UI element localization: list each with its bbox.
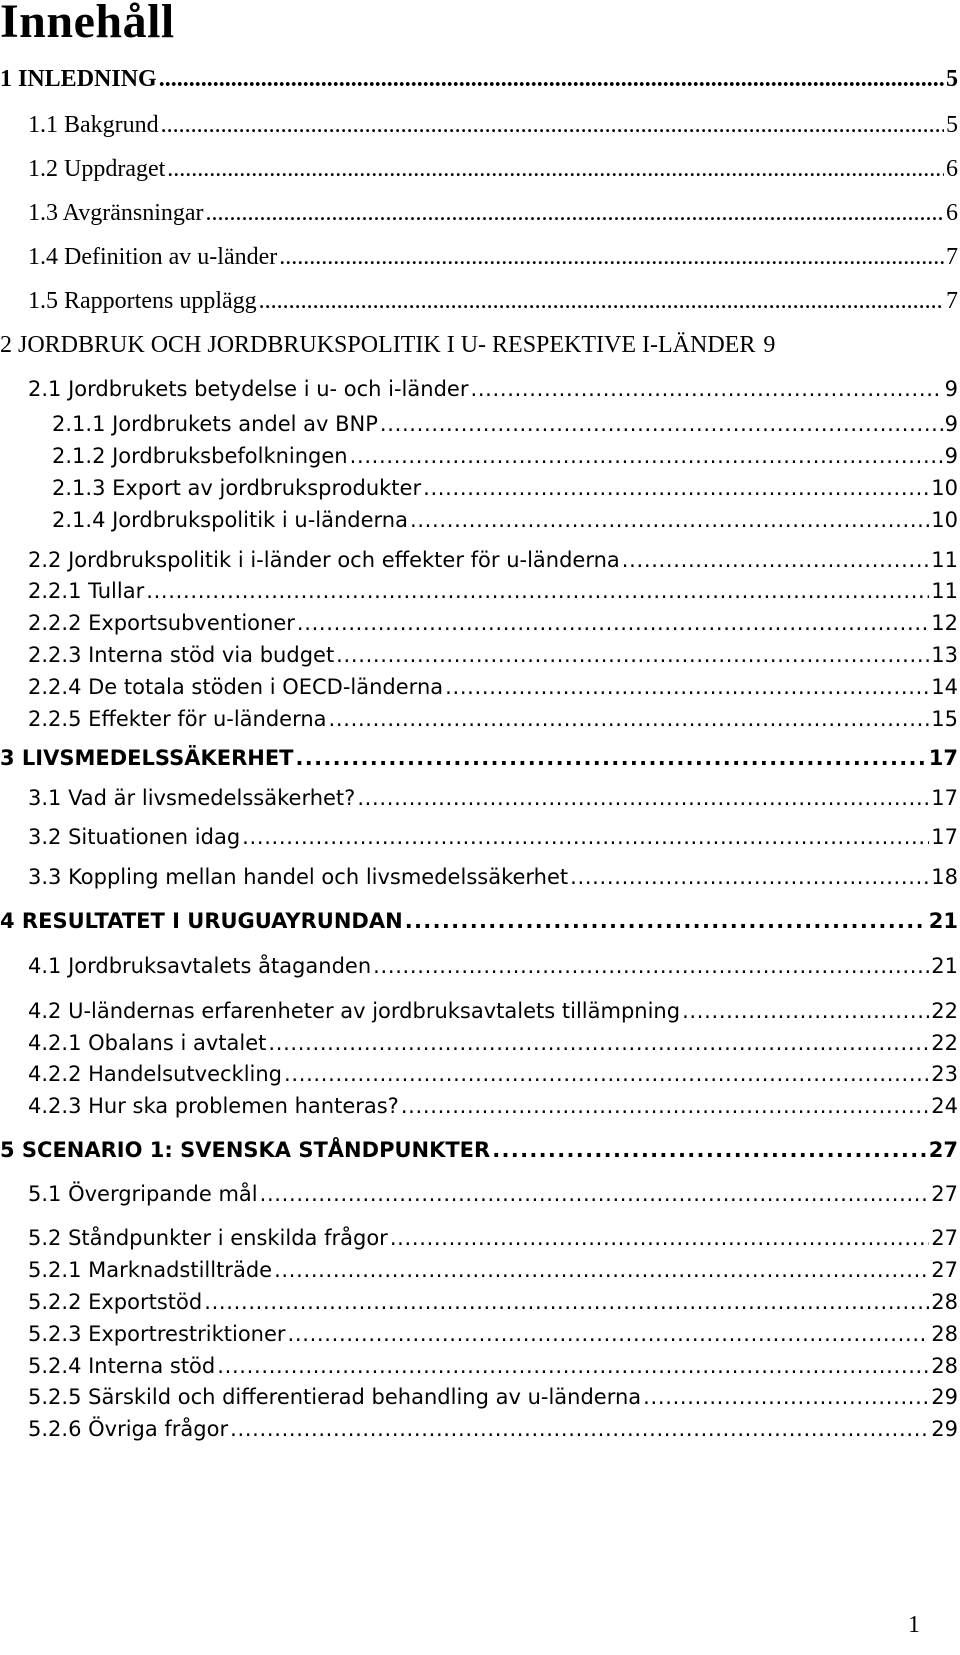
dot-leader	[167, 154, 944, 184]
toc-entry-chapter-1[interactable]	[0, 64, 960, 94]
toc-entry-section[interactable]	[0, 862, 960, 892]
toc-entry-page: 13	[931, 643, 958, 667]
dot-leader	[492, 1135, 927, 1165]
toc-entry-page: 18	[931, 865, 958, 889]
dot-leader	[230, 1414, 929, 1444]
toc-entry-page: 28	[931, 1354, 958, 1378]
toc-entry-subsection[interactable]	[0, 1414, 960, 1444]
toc-entry-page: 9	[944, 377, 958, 401]
dot-leader	[288, 1319, 930, 1349]
toc-entry-label: 4 RESULTATET I URUGUAYRUNDAN	[0, 909, 403, 933]
toc-entry-page: 11	[931, 548, 958, 572]
dot-leader	[350, 441, 943, 471]
toc-entry-section[interactable]	[0, 154, 960, 184]
toc-entry-page: 28	[931, 1290, 958, 1314]
toc-entry-subsection[interactable]	[0, 473, 960, 503]
toc-entry-section[interactable]	[0, 374, 960, 404]
toc-entry-subsection[interactable]	[0, 608, 960, 638]
dot-leader	[470, 374, 942, 404]
dot-leader	[643, 1382, 929, 1412]
toc-entry-label: 2.1.1 Jordbrukets andel av BNP	[52, 412, 378, 436]
dot-leader	[682, 996, 929, 1026]
dot-leader	[410, 505, 929, 535]
dot-leader	[445, 672, 929, 702]
toc-entry-label: 5 SCENARIO 1: SVENSKA STÅNDPUNKTER	[0, 1138, 491, 1162]
toc-entry-label: 4.2.1 Obalans i avtalet	[28, 1031, 267, 1055]
toc-entry-label: 5.1 Övergripande mål	[28, 1182, 258, 1206]
toc-entry-page: 14	[931, 675, 958, 699]
toc-entry-section[interactable]	[0, 545, 960, 575]
toc-entry-page: 9	[944, 412, 958, 436]
toc-entry-subsection[interactable]	[0, 505, 960, 535]
toc-entry-label: 3.3 Koppling mellan handel och livsmedelssäkerhet	[28, 865, 569, 889]
toc-entry-section[interactable]	[0, 996, 960, 1026]
toc-entry-label: 3.1 Vad är livsmedelssäkerhet?	[28, 786, 356, 810]
toc-entry-chapter-5[interactable]	[0, 1135, 960, 1165]
dot-leader	[217, 1351, 929, 1381]
toc-entry-label: 3.2 Situationen idag	[28, 825, 241, 849]
toc-entry-page: 17	[928, 746, 958, 770]
toc-entry-section[interactable]	[0, 198, 960, 228]
toc-entry-section[interactable]	[0, 1223, 960, 1253]
toc-entry-page: 29	[931, 1385, 958, 1409]
toc-entry-label: 5.2 Ståndpunkter i enskilda frågor	[28, 1226, 388, 1250]
dot-leader	[423, 473, 929, 503]
toc-entry-subsection[interactable]	[0, 1382, 960, 1412]
toc-entry-page: 21	[928, 909, 958, 933]
dot-leader	[204, 1287, 929, 1317]
toc-entry-page: 6	[946, 156, 958, 182]
toc-entry-page: 5	[946, 112, 958, 138]
toc-entry-page: 22	[931, 999, 958, 1023]
toc-entry-label: 3 LIVSMEDELSSÄKERHET	[0, 746, 294, 770]
dot-leader	[242, 822, 929, 852]
toc-entry-subsection[interactable]	[0, 640, 960, 670]
toc-entry-label: 2.1 Jordbrukets betydelse i u- och i-länder	[28, 377, 469, 401]
toc-entry-page: 27	[928, 1138, 958, 1162]
toc-entry-page: 29	[931, 1417, 958, 1441]
toc-entry-label: 5.2.1 Marknadstillträde	[28, 1258, 273, 1282]
toc-entry-page: 27	[931, 1258, 958, 1282]
toc-entry-label: 2.2.4 De totala stöden i OECD-länderna	[28, 675, 444, 699]
dot-leader	[274, 1255, 929, 1285]
toc-entry-label: 4.2.3 Hur ska problemen hanteras?	[28, 1094, 399, 1118]
toc-entry-page: 17	[931, 786, 958, 810]
toc-entry-page: 21	[931, 954, 958, 978]
toc-entry-subsection[interactable]	[0, 1319, 960, 1349]
toc-entry-label: 4.1 Jordbruksavtalets åtaganden	[28, 954, 372, 978]
dot-leader	[268, 1028, 929, 1058]
dot-leader	[390, 1223, 929, 1253]
toc-entry-label: 5.2.6 Övriga frågor	[28, 1417, 229, 1441]
toc-entry-page: 10	[931, 476, 958, 500]
toc-entry-label: 2.1.2 Jordbruksbefolkningen	[52, 444, 348, 468]
dot-leader	[622, 545, 929, 575]
toc-entry-section[interactable]	[0, 783, 960, 813]
toc-entry-page: 28	[931, 1322, 958, 1346]
toc-entry-chapter-4[interactable]	[0, 906, 960, 936]
dot-leader	[206, 198, 944, 228]
dot-leader	[357, 783, 929, 813]
toc-entry-label: 5.2.4 Interna stöd	[28, 1354, 216, 1378]
toc-entry-label: 1.2 Uppdraget	[28, 156, 166, 182]
dot-leader	[380, 409, 943, 439]
toc-entry-page: 27	[931, 1226, 958, 1250]
dot-leader	[570, 862, 929, 892]
toc-entry-page: 7	[946, 288, 958, 314]
toc-entry-label: 1.1 Bakgrund	[28, 112, 159, 138]
toc-entry-subsection[interactable]	[0, 1059, 960, 1089]
dot-leader	[279, 242, 944, 272]
toc-entry-label: 4.2 U-ländernas erfarenheter av jordbruksavtalets tillämpning	[28, 999, 681, 1023]
dot-leader	[329, 704, 930, 734]
toc-entry-page: 9	[944, 444, 958, 468]
toc-entry-page: 7	[946, 244, 958, 270]
dot-leader	[401, 1091, 929, 1121]
toc-entry-section[interactable]	[0, 110, 960, 140]
dot-leader	[405, 906, 927, 936]
toc-entry-page: 22	[931, 1031, 958, 1055]
toc-entry-page: 27	[931, 1182, 958, 1206]
page-title: Innehåll	[0, 0, 175, 48]
toc-entry-page: 24	[931, 1094, 958, 1118]
toc-entry-subsection[interactable]	[0, 1287, 960, 1317]
toc-entry-chapter-3[interactable]	[0, 743, 960, 773]
toc-entry-page: 9	[763, 332, 776, 358]
dot-leader	[297, 608, 929, 638]
toc-entry-label: 2.1.4 Jordbrukspolitik i u-länderna	[52, 508, 408, 532]
toc-entry-subsection[interactable]	[0, 672, 960, 702]
toc-entry-section[interactable]	[0, 286, 960, 316]
toc-entry-page: 6	[946, 200, 958, 226]
toc-entry-label: 1.5 Rapportens upplägg	[28, 288, 257, 314]
toc-entry-subsection[interactable]	[0, 409, 960, 439]
toc-entry-label: 2.2 Jordbrukspolitik i i-länder och effekter för u-länderna	[28, 548, 620, 572]
dot-leader	[373, 951, 929, 981]
toc-entry-label: 2 JORDBRUK OCH JORDBRUKSPOLITIK I U- RESPEKTIVE I-LÄNDER	[0, 332, 756, 358]
toc-entry-label: 5.2.2 Exportstöd	[28, 1290, 203, 1314]
toc-entry-subsection[interactable]	[0, 704, 960, 734]
toc-entry-label: 2.2.1 Tullar	[28, 579, 145, 603]
dot-leader	[284, 1059, 929, 1089]
toc-entry-label: 1 INLEDNING	[0, 66, 157, 92]
toc-entry-label: 2.2.5 Effekter för u-länderna	[28, 707, 327, 731]
toc-entry-subsection[interactable]	[0, 1255, 960, 1285]
dot-leader	[146, 576, 929, 606]
toc-entry-page: 15	[931, 707, 958, 731]
toc-entry-label: 5.2.3 Exportrestriktioner	[28, 1322, 286, 1346]
toc-entry-page: 23	[931, 1062, 958, 1086]
toc-entry-subsection[interactable]	[0, 441, 960, 471]
toc-entry-label: 2.2.3 Interna stöd via budget	[28, 643, 335, 667]
dot-leader	[259, 286, 944, 316]
toc-entry-page: 17	[931, 825, 958, 849]
toc-entry-page: 11	[931, 579, 958, 603]
toc-entry-section[interactable]	[0, 242, 960, 272]
toc-entry-subsection[interactable]	[0, 576, 960, 606]
toc-entry-label: 5.2.5 Särskild och differentierad behandling av u-länderna	[28, 1385, 642, 1409]
toc-entry-page: 12	[931, 611, 958, 635]
toc-entry-label: 2.1.3 Export av jordbruksprodukter	[52, 476, 422, 500]
page-number: 1	[908, 1612, 920, 1638]
dot-leader	[161, 110, 944, 140]
toc-entry-subsection[interactable]	[0, 1351, 960, 1381]
toc-entry-label: 4.2.2 Handelsutveckling	[28, 1062, 283, 1086]
toc-entry-label: 2.2.2 Exportsubventioner	[28, 611, 295, 635]
dot-leader	[260, 1179, 930, 1209]
toc-entry-section[interactable]	[0, 822, 960, 852]
toc-entry-chapter-2[interactable]	[0, 330, 960, 360]
toc-entry-subsection[interactable]	[0, 1091, 960, 1121]
toc-entry-subsection[interactable]	[0, 1028, 960, 1058]
dot-leader	[336, 640, 929, 670]
toc-entry-label: 1.3 Avgränsningar	[28, 200, 204, 226]
dot-leader	[159, 64, 944, 94]
dot-leader	[296, 743, 927, 773]
toc-entry-label: 1.4 Definition av u-länder	[28, 244, 278, 270]
toc-entry-section[interactable]	[0, 951, 960, 981]
toc-entry-page: 10	[931, 508, 958, 532]
toc-entry-section[interactable]	[0, 1179, 960, 1209]
toc-entry-page: 5	[946, 66, 958, 92]
